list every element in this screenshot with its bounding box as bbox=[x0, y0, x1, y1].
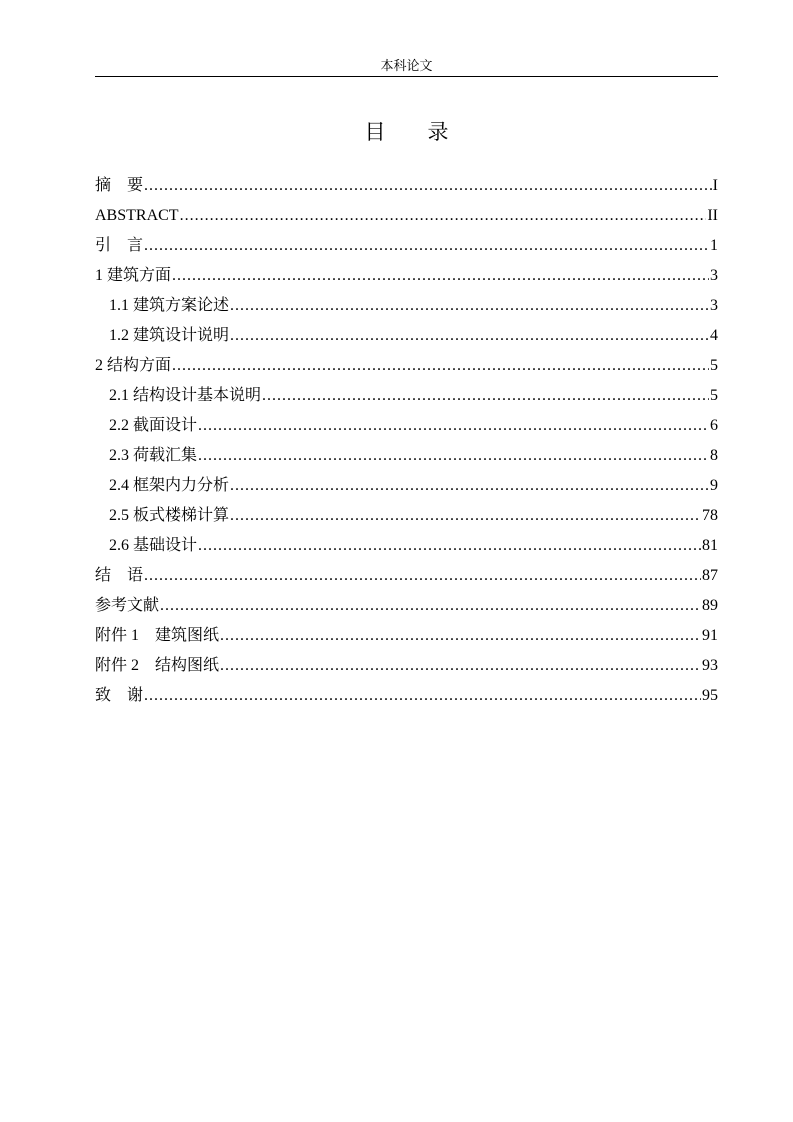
toc-entry-label: 摘 要 bbox=[95, 177, 144, 194]
toc-entry-label: 引 言 bbox=[95, 237, 144, 254]
toc-entry[interactable] bbox=[95, 561, 718, 591]
toc-entry-dot-leader bbox=[230, 291, 709, 321]
toc-entry-page-number: 95 bbox=[702, 687, 718, 704]
toc-entry[interactable] bbox=[95, 471, 718, 501]
toc-entry-label: 附件 1 建筑图纸 bbox=[95, 627, 220, 644]
toc-entry[interactable] bbox=[95, 261, 718, 291]
toc-entry-page-number: 5 bbox=[710, 387, 718, 404]
toc-entry-dot-leader bbox=[220, 651, 701, 681]
toc-entry-label: 致 谢 bbox=[95, 687, 144, 704]
toc-title-left: 目 bbox=[364, 120, 386, 144]
toc-entry[interactable] bbox=[95, 351, 718, 381]
toc-entry-label: 2.1 结构设计基本说明 bbox=[109, 387, 262, 404]
toc-entry-dot-leader bbox=[230, 471, 709, 501]
toc-entry-page-number: 5 bbox=[710, 357, 718, 374]
toc-entry-label: ABSTRACT bbox=[95, 207, 179, 224]
toc-title-right: 录 bbox=[427, 120, 449, 144]
toc-entry-label: 2.3 荷载汇集 bbox=[109, 447, 198, 464]
toc-entry[interactable] bbox=[95, 651, 718, 681]
toc-entry-dot-leader bbox=[198, 441, 709, 471]
toc-entry-dot-leader bbox=[160, 591, 701, 621]
toc-entry-page-number: I bbox=[712, 177, 718, 194]
toc-entry-label: 2.2 截面设计 bbox=[109, 417, 198, 434]
toc-entry[interactable] bbox=[95, 621, 718, 651]
toc-entry-dot-leader bbox=[230, 501, 701, 531]
toc-entry-page-number: 1 bbox=[710, 237, 718, 254]
toc-entry[interactable] bbox=[95, 501, 718, 531]
toc-entry[interactable] bbox=[95, 441, 718, 471]
toc-entry[interactable] bbox=[95, 201, 718, 231]
running-header-title: 本科论文 bbox=[380, 58, 433, 73]
toc-entry[interactable] bbox=[95, 531, 718, 561]
toc-entry-dot-leader bbox=[172, 351, 709, 381]
running-header bbox=[95, 56, 718, 77]
toc-entry-dot-leader bbox=[144, 681, 701, 711]
toc-entry-dot-leader bbox=[230, 321, 709, 351]
toc-title bbox=[95, 118, 718, 146]
toc-entry-dot-leader bbox=[220, 621, 701, 651]
toc-entry-label: 1.1 建筑方案论述 bbox=[109, 297, 230, 314]
toc-entry[interactable] bbox=[95, 381, 718, 411]
toc-entry-page-number: 89 bbox=[702, 597, 718, 614]
toc-entry-page-number: 81 bbox=[702, 537, 718, 554]
toc-entry-label: 2.4 框架内力分析 bbox=[109, 477, 230, 494]
toc-entry[interactable] bbox=[95, 681, 718, 711]
toc-entry-page-number: 3 bbox=[710, 267, 718, 284]
toc-entry-page-number: 87 bbox=[702, 567, 718, 584]
toc-entry-page-number: 9 bbox=[710, 477, 718, 494]
toc-entry-label: 参考文献 bbox=[95, 597, 160, 614]
toc-entry-dot-leader bbox=[144, 561, 701, 591]
toc-entry-dot-leader bbox=[198, 531, 701, 561]
toc-entry-page-number: 8 bbox=[710, 447, 718, 464]
table-of-contents bbox=[95, 171, 718, 711]
toc-entry[interactable] bbox=[95, 291, 718, 321]
toc-entry-label: 1.2 建筑设计说明 bbox=[109, 327, 230, 344]
toc-entry-page-number: 3 bbox=[710, 297, 718, 314]
toc-entry-dot-leader bbox=[180, 201, 707, 231]
toc-entry-dot-leader bbox=[172, 261, 709, 291]
toc-entry-dot-leader bbox=[144, 171, 712, 201]
toc-entry[interactable] bbox=[95, 231, 718, 261]
toc-entry-dot-leader bbox=[198, 411, 709, 441]
toc-entry-label: 2.6 基础设计 bbox=[109, 537, 198, 554]
toc-entry-label: 1 建筑方面 bbox=[95, 267, 172, 284]
toc-entry-page-number: 93 bbox=[702, 657, 718, 674]
toc-entry[interactable] bbox=[95, 171, 718, 201]
toc-entry-label: 附件 2 结构图纸 bbox=[95, 657, 220, 674]
toc-entry-page-number: II bbox=[707, 207, 718, 224]
toc-entry-label: 结 语 bbox=[95, 567, 144, 584]
toc-entry-dot-leader bbox=[144, 231, 709, 261]
toc-entry-page-number: 78 bbox=[702, 507, 718, 524]
toc-entry-dot-leader bbox=[262, 381, 709, 411]
toc-entry-label: 2 结构方面 bbox=[95, 357, 172, 374]
toc-entry-page-number: 4 bbox=[710, 327, 718, 344]
toc-entry-label: 2.5 板式楼梯计算 bbox=[109, 507, 230, 524]
toc-entry-page-number: 91 bbox=[702, 627, 718, 644]
toc-entry[interactable] bbox=[95, 591, 718, 621]
toc-entry[interactable] bbox=[95, 321, 718, 351]
toc-entry[interactable] bbox=[95, 411, 718, 441]
toc-entry-page-number: 6 bbox=[710, 417, 718, 434]
